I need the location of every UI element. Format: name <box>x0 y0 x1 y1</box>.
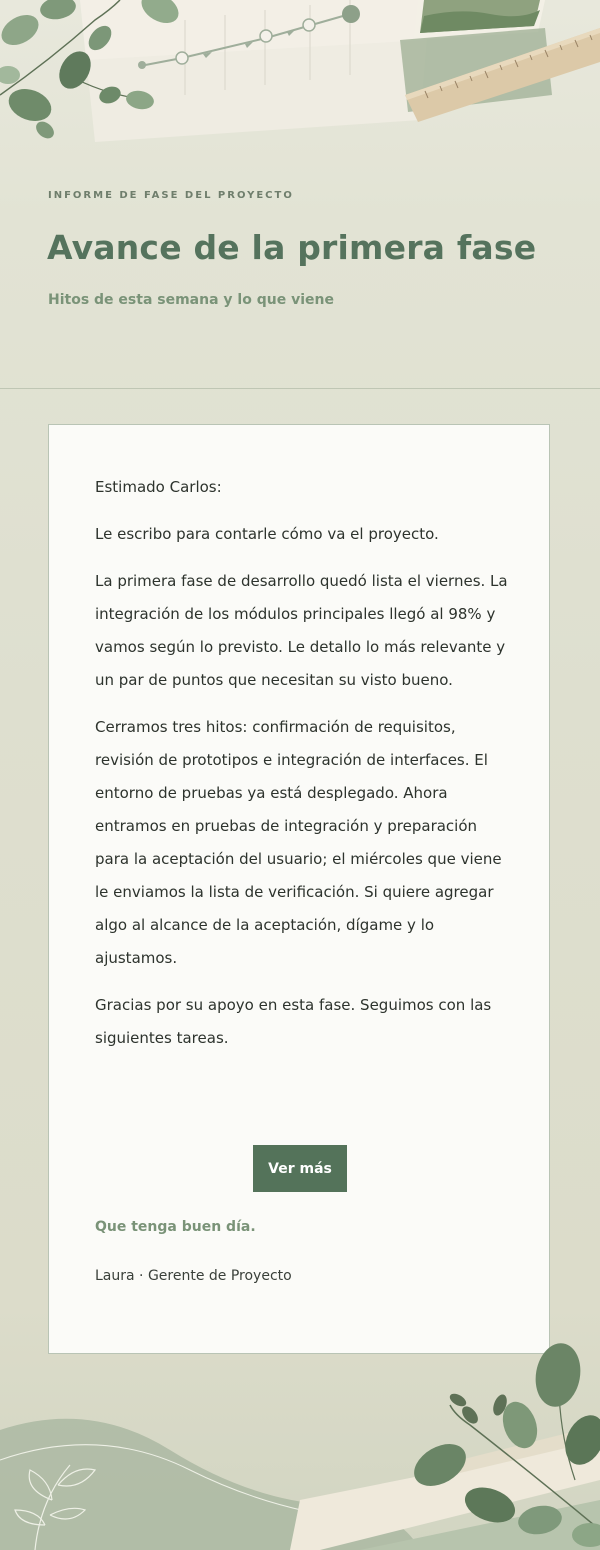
page-subtitle: Hitos de esta semana y lo que viene <box>48 292 334 308</box>
progress-paragraph: La primera fase de desarrollo quedó lista el viernes. La integración de los módulos principales llegó al 98% y vamos según lo previsto. Le detallo lo más relevante y un par de puntos que necesitan su visto bueno. <box>95 572 508 689</box>
header-illustration <box>0 0 600 150</box>
thanks-paragraph: Gracias por su apoyo en esta fase. Seguimos con las siguientes tareas. <box>95 996 492 1047</box>
letter-body <box>95 471 515 1069</box>
message-card <box>48 424 550 1354</box>
intro-paragraph: Le escribo para contarle cómo va el proyecto. <box>95 525 439 543</box>
greeting: Estimado Carlos: <box>95 478 222 496</box>
milestones-paragraph: Cerramos tres hitos: confirmación de requisitos, revisión de prototipos e integración de interfaces. El entorno de pruebas ya está desplegado. Ahora entramos en pruebas de integración y preparación para la aceptación del usuario; el miércoles que viene le enviamos la lista de verificación. Si quiere agregar algo al alcance de la aceptación, dígame y lo ajustamos. <box>95 718 502 967</box>
see-more-button[interactable]: Ver más <box>253 1145 347 1192</box>
paper-strips <box>290 1425 600 1550</box>
signature: Laura · Gerente de Proyecto <box>95 1268 292 1284</box>
footer-illustration <box>0 1330 600 1550</box>
page-title: Avance de la primera fase <box>47 228 537 267</box>
header-divider <box>0 388 600 389</box>
closing-line: Que tenga buen día. <box>95 1219 256 1235</box>
paper-sheet <box>80 0 430 142</box>
report-eyebrow: INFORME DE FASE DEL PROYECTO <box>48 190 294 201</box>
